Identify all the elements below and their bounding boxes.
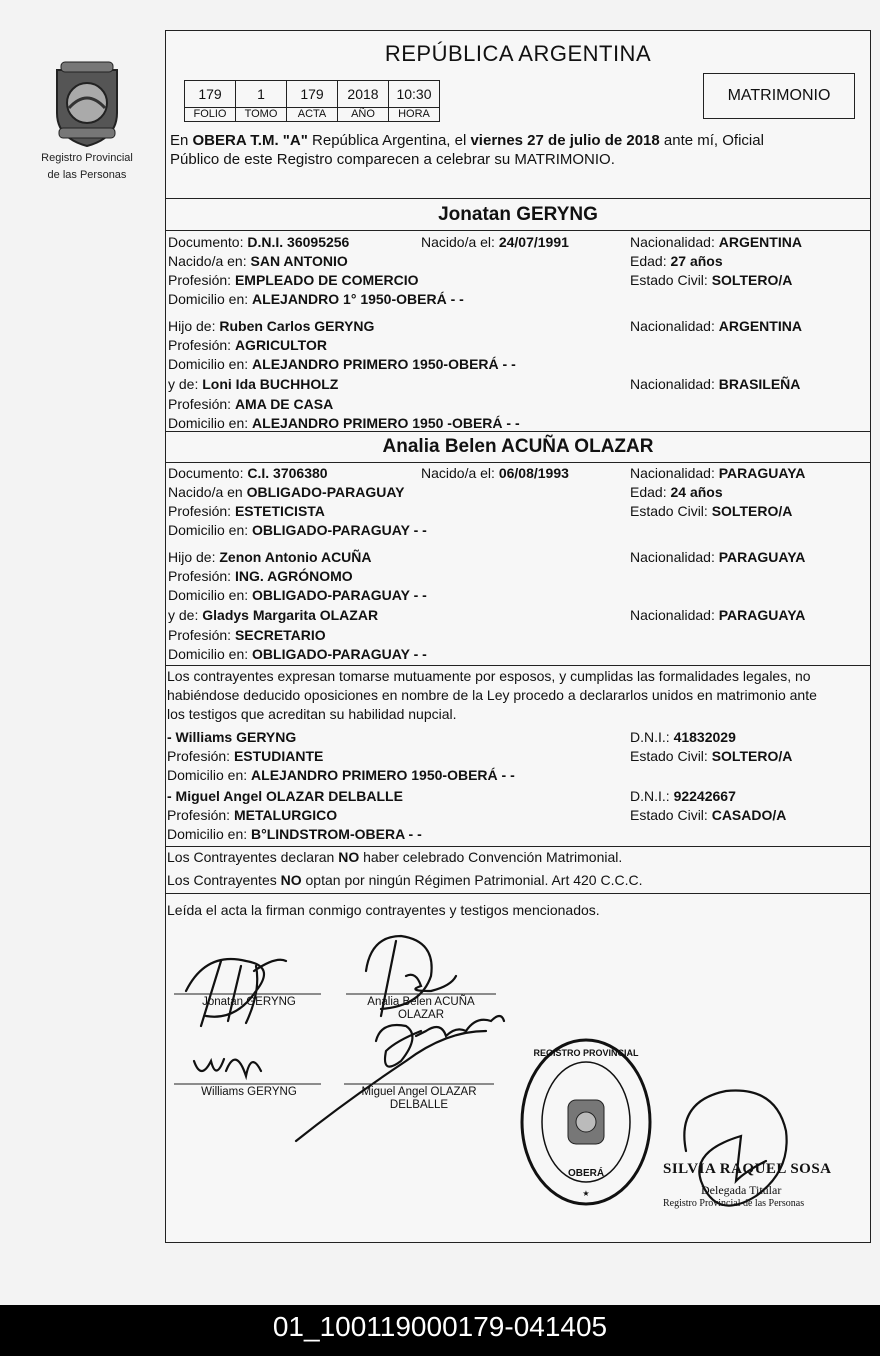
svg-text:OBERÁ: OBERÁ [567,1168,605,1179]
field-label: Estado Civil: [630,748,712,764]
field-value: D.N.I. 36095256 [247,234,350,250]
field-value: - Williams GERYNG [167,729,297,745]
field-value: ARGENTINA [718,318,802,334]
certificate-frame [165,30,871,1243]
field-label: Nacionalidad: [630,607,719,623]
regime-text: Los Contrayentes declaran [167,849,339,865]
groom-signature-icon [186,959,286,1026]
field-value: OBLIGADO-PARAGUAY - - [252,646,427,662]
field-label: Profesión: [167,807,234,823]
official-office: Registro Provincial de las Personas [663,1198,805,1209]
field-value: PARAGUAYA [718,607,806,623]
misiones-shield-icon [47,58,127,148]
field-label: Nacionalidad: [630,234,719,250]
field-value: 92242667 [673,788,736,804]
field-label: Documento: [168,465,248,481]
regime-no: NO [338,849,360,865]
field-label: y de: [168,607,203,623]
svg-text:★: ★ [582,1189,590,1198]
regime-text: optan por ningún Régimen Patrimonial. Art 420 C.C.C. [301,872,643,888]
bride-signature-name-1: Analia Belen ACUÑA [367,996,475,1008]
field-label: Profesión: [168,337,235,353]
document-code: 01_100119000179-041405 [0,1305,880,1356]
field-value: SOLTERO/A [711,272,793,288]
field-label: Domicilio en: [168,522,253,538]
field-value: 24/07/1991 [498,234,569,250]
field-label: Profesión: [168,272,235,288]
field-label: Profesión: [168,568,235,584]
field-label: Domicilio en: [168,291,253,307]
groom-name: Jonatan GERYNG [438,204,598,225]
field-label: Domicilio en: [168,415,253,431]
regime-text: haber celebrado Convención Matrimonial. [359,849,623,865]
field-value: Gladys Margarita OLAZAR [202,607,379,623]
field-value: ARGENTINA [718,234,802,250]
bride-name: Analia Belen ACUÑA OLAZAR [382,436,654,457]
field-label: Estado Civil: [630,807,712,823]
field-value: ALEJANDRO 1° 1950-OBERÁ - - [252,291,464,307]
field-value: Loni Ida BUCHHOLZ [202,376,339,392]
field-value: 06/08/1993 [498,465,569,481]
field-label: Hijo de: [168,318,220,334]
field-label: D.N.I.: [630,788,674,804]
witness1-signature-name: Williams GERYNG [201,1086,297,1098]
registry-seal-icon [518,1036,654,1208]
witness2-signature-icon [296,1016,504,1141]
field-label: Nacionalidad: [630,549,719,565]
field-label: Nacido/a en: [168,253,251,269]
logo-caption-1: Registro Provincial [41,152,133,164]
witness1-signature-icon [194,1059,261,1076]
record-box-value: 179 [184,80,236,108]
field-label: Estado Civil: [630,272,712,288]
field-value: PARAGUAYA [718,465,806,481]
field-label: Domicilio en: [167,826,252,842]
field-value: 41832029 [673,729,736,745]
field-value: Zenon Antonio ACUÑA [219,549,372,565]
field-value: ESTUDIANTE [233,748,324,764]
groom-signature-name: Jonatan GERYNG [202,996,296,1008]
registry-logo [28,58,146,182]
record-box-value: 10:30 [388,80,440,108]
field-label: Profesión: [168,627,235,643]
field-label: y de: [168,376,203,392]
record-box-label: FOLIO [184,107,236,122]
field-value: SOLTERO/A [711,748,793,764]
field-label: Nacido/a el: [421,234,499,250]
witness2-signature-name-1: Miguel Angel OLAZAR [361,1086,477,1098]
field-value: 27 años [670,253,723,269]
regime-no: NO [280,872,302,888]
record-box-label: TOMO [235,107,287,122]
field-value: EMPLEADO DE COMERCIO [234,272,419,288]
record-box-label: AÑO [337,107,389,122]
field-value: ALEJANDRO PRIMERO 1950-OBERÁ - - [251,767,515,783]
field-value: OBLIGADO-PARAGUAY [246,484,405,500]
logo-caption-2: de las Personas [47,169,127,181]
intro-text: República Argentina, el [307,132,471,149]
field-label: Domicilio en: [168,646,253,662]
official-name: SILVIA RAQUEL SOSA [663,1161,832,1177]
field-value: PARAGUAYA [718,549,806,565]
record-box-value: 1 [235,80,287,108]
regime-text: Los Contrayentes [167,872,281,888]
field-value: AMA DE CASA [234,396,334,412]
intro-line-2: Público de este Registro comparecen a celebrar su MATRIMONIO. [170,151,615,168]
intro-text: En [170,132,193,149]
field-value: - Miguel Angel OLAZAR DELBALLE [167,788,403,804]
field-value: METALURGICO [233,807,338,823]
record-box-value: 2018 [337,80,389,108]
field-label: Domicilio en: [168,356,253,372]
field-label: Nacido/a en [168,484,247,500]
field-label: Nacionalidad: [630,376,719,392]
field-label: Profesión: [168,503,235,519]
ceremony-date: viernes 27 de julio de 2018 [470,132,660,149]
field-value: C.I. 3706380 [247,465,328,481]
declaration-line-1: Los contrayentes expresan tomarse mutuamente por esposos, y cumplidas las formalidades legales, no [167,668,811,684]
field-label: Edad: [630,484,671,500]
bride-signature-name-2: OLAZAR [397,1009,444,1021]
field-value: AGRICULTOR [234,337,327,353]
field-label: Profesión: [167,748,234,764]
field-value: B°LINDSTROM-OBERA - - [251,826,422,842]
field-value: ALEJANDRO PRIMERO 1950 -OBERÁ - - [252,415,520,431]
field-label: Estado Civil: [630,503,712,519]
field-label: Nacionalidad: [630,465,719,481]
svg-text:REGISTRO PROVINCIAL: REGISTRO PROVINCIAL [533,1048,639,1058]
field-value: SOLTERO/A [711,503,793,519]
official-title: Delegada Titular [701,1183,782,1197]
field-value: SECRETARIO [234,627,326,643]
field-label: Domicilio en: [167,767,252,783]
field-label: Documento: [168,234,248,250]
witness2-signature-name-2: DELBALLE [389,1099,449,1111]
field-label: Profesión: [168,396,235,412]
field-value: OBLIGADO-PARAGUAY - - [252,587,427,603]
field-value: 24 años [670,484,723,500]
page-title: REPÚBLICA ARGENTINA [384,41,652,66]
record-box-label: ACTA [286,107,338,122]
record-box-label: HORA [388,107,440,122]
office-name: OBERA T.M. "A" [192,132,308,149]
field-value: ESTETICISTA [234,503,325,519]
field-value: BRASILEÑA [718,376,801,392]
field-label: Hijo de: [168,549,220,565]
closing-text: Leída el acta la firman conmigo contrayentes y testigos mencionados. [167,902,600,918]
field-label: Nacido/a el: [421,465,499,481]
field-label: Domicilio en: [168,587,253,603]
field-label: Edad: [630,253,671,269]
intro-text: ante mí, Oficial [659,132,764,149]
record-box-value: 179 [286,80,338,108]
field-value: SAN ANTONIO [250,253,348,269]
field-value: CASADO/A [711,807,787,823]
field-label: Nacionalidad: [630,318,719,334]
field-value: ALEJANDRO PRIMERO 1950-OBERÁ - - [252,356,516,372]
field-value: OBLIGADO-PARAGUAY - - [252,522,427,538]
act-type-box: MATRIMONIO [703,73,855,119]
field-value: Ruben Carlos GERYNG [219,318,375,334]
declaration-line-3: los testigos que acreditan su habilidad nupcial. [167,706,457,722]
field-value: ING. AGRÓNOMO [234,568,353,584]
field-label: D.N.I.: [630,729,674,745]
declaration-line-2: habiéndose deducido oposiciones en nombre de la Ley procedo a declararlos unidos en matrimonio ante [167,687,817,703]
